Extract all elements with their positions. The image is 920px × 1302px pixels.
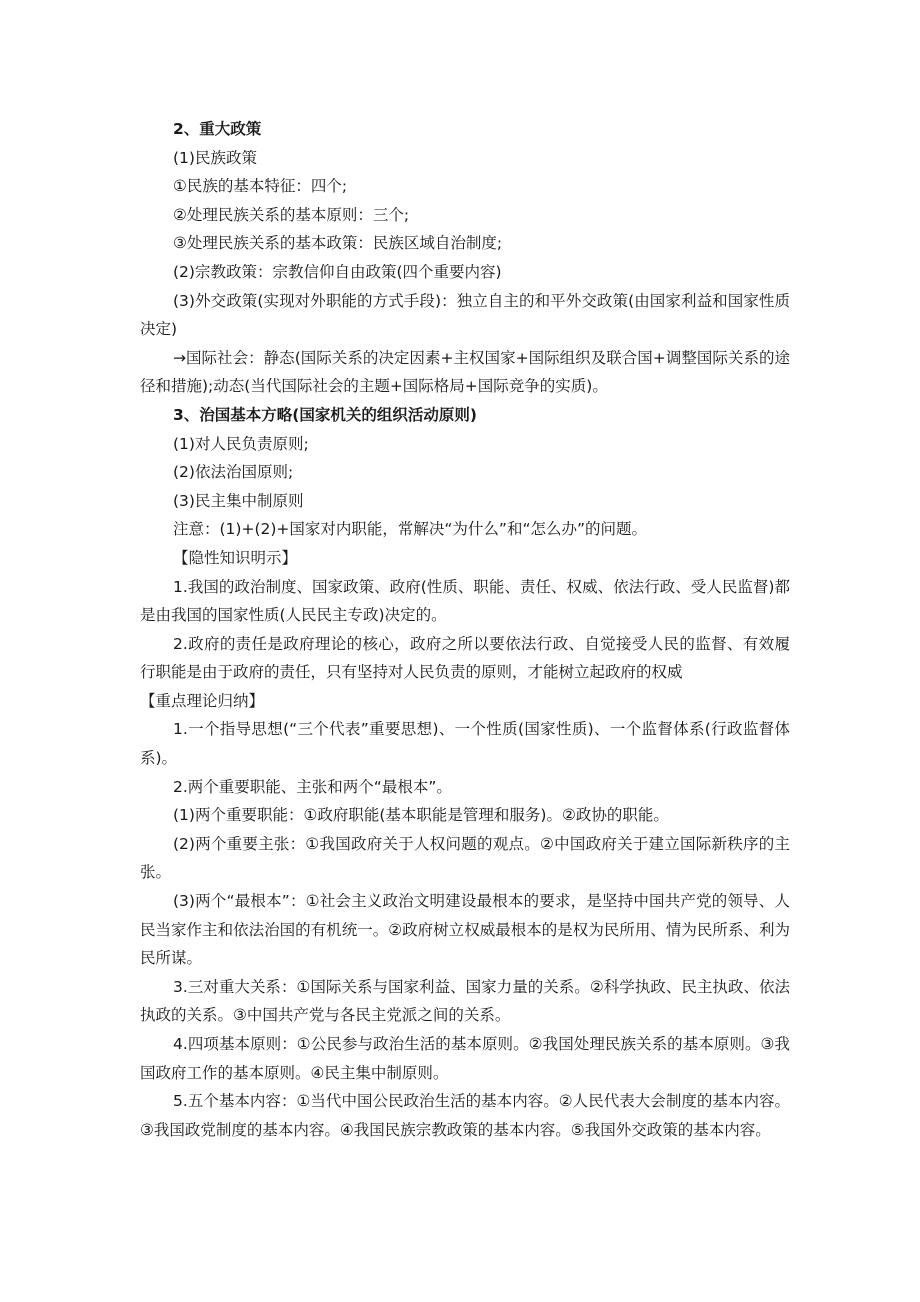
subheading-foreign-policy: (3)外交政策(实现对外职能的方式手段)：独立自主的和平外交政策(由国家利益和国家性质决定) xyxy=(140,291,790,339)
paragraph: 2.两个重要职能、主张和两个“最根本”。 xyxy=(173,777,452,796)
list-item: ②处理民族关系的基本原则：三个; xyxy=(173,205,410,224)
paragraph: 4.四项基本原则：①公民参与政治生活的基本原则。②我国处理民族关系的基本原则。③我国政府工作的基本原则。④民主集中制原则。 xyxy=(140,1035,790,1082)
paragraph: (2)两个重要主张：①我国政府关于人权问题的观点。②中国政府关于建立国际新秩序的主张。 xyxy=(140,834,790,882)
list-item: ③处理民族关系的基本政策：民族区域自治制度; xyxy=(173,234,503,253)
document-body xyxy=(140,115,790,1144)
note-paragraph: 注意：(1)+(2)+国家对内职能，常解决“为什么”和“怎么办”的问题。 xyxy=(173,520,648,539)
list-item: (3)民主集中制原则 xyxy=(173,491,304,510)
paragraph: (3)两个“最根本”：①社会主义政治文明建设最根本的要求，是坚持中国共产党的领导、人民当家作主和依法治国的有机统一。②政府树立权威最根本的是权为民所用、情为民所系、利为民所谋。 xyxy=(140,892,790,968)
paragraph: 3.三对重大关系：①国际关系与国家利益、国家力量的关系。②科学执政、民主执政、依法执政的关系。③中国共产党与各民主党派之间的关系。 xyxy=(140,977,790,1025)
paragraph: 5.五个基本内容：①当代中国公民政治生活的基本内容。②人民代表大会制度的基本内容。③我国政党制度的基本内容。④我国民族宗教政策的基本内容。⑤我国外交政策的基本内容。 xyxy=(140,1092,790,1139)
paragraph: 1.一个指导思想(“三个代表”重要思想)、一个性质(国家性质)、一个监督体系(行政监督体系)。 xyxy=(140,720,790,768)
list-item: ①民族的基本特征：四个; xyxy=(173,177,348,196)
section-heading-major-policies: 2、重大政策 xyxy=(173,120,262,138)
subheading-ethnic-policy: (1)民族政策 xyxy=(173,148,257,167)
bracket-heading-implicit-knowledge: 【隐性知识明示】 xyxy=(173,548,298,567)
paragraph: (1)两个重要职能：①政府职能(基本职能是管理和服务)。②政协的职能。 xyxy=(173,806,669,825)
paragraph-international-society: →国际社会：静态(国际关系的决定因素+主权国家+国际组织及联合国+调整国际关系的途径和措施);动态(当代国际社会的主题+国际格局+国际竞争的实质)。 xyxy=(140,348,790,396)
bracket-heading-key-theory: 【重点理论归纳】 xyxy=(140,691,265,710)
section-heading-governance-strategy: 3、治国基本方略(国家机关的组织活动原则) xyxy=(173,405,477,424)
list-item: (2)依法治国原则; xyxy=(173,463,294,482)
paragraph: 2.政府的责任是政府理论的核心，政府之所以要依法行政、自觉接受人民的监督、有效履行职能是由于政府的责任，只有坚持对人民负责的原则，才能树立起政府的权威 xyxy=(140,634,790,682)
list-item: (1)对人民负责原则; xyxy=(173,434,309,453)
subheading-religious-policy: (2)宗教政策：宗教信仰自由政策(四个重要内容) xyxy=(173,262,502,281)
paragraph: 1.我国的政治制度、国家政策、政府(性质、职能、责任、权威、依法行政、受人民监督)都是由我国的国家性质(人民民主专政)决定的。 xyxy=(140,577,790,625)
